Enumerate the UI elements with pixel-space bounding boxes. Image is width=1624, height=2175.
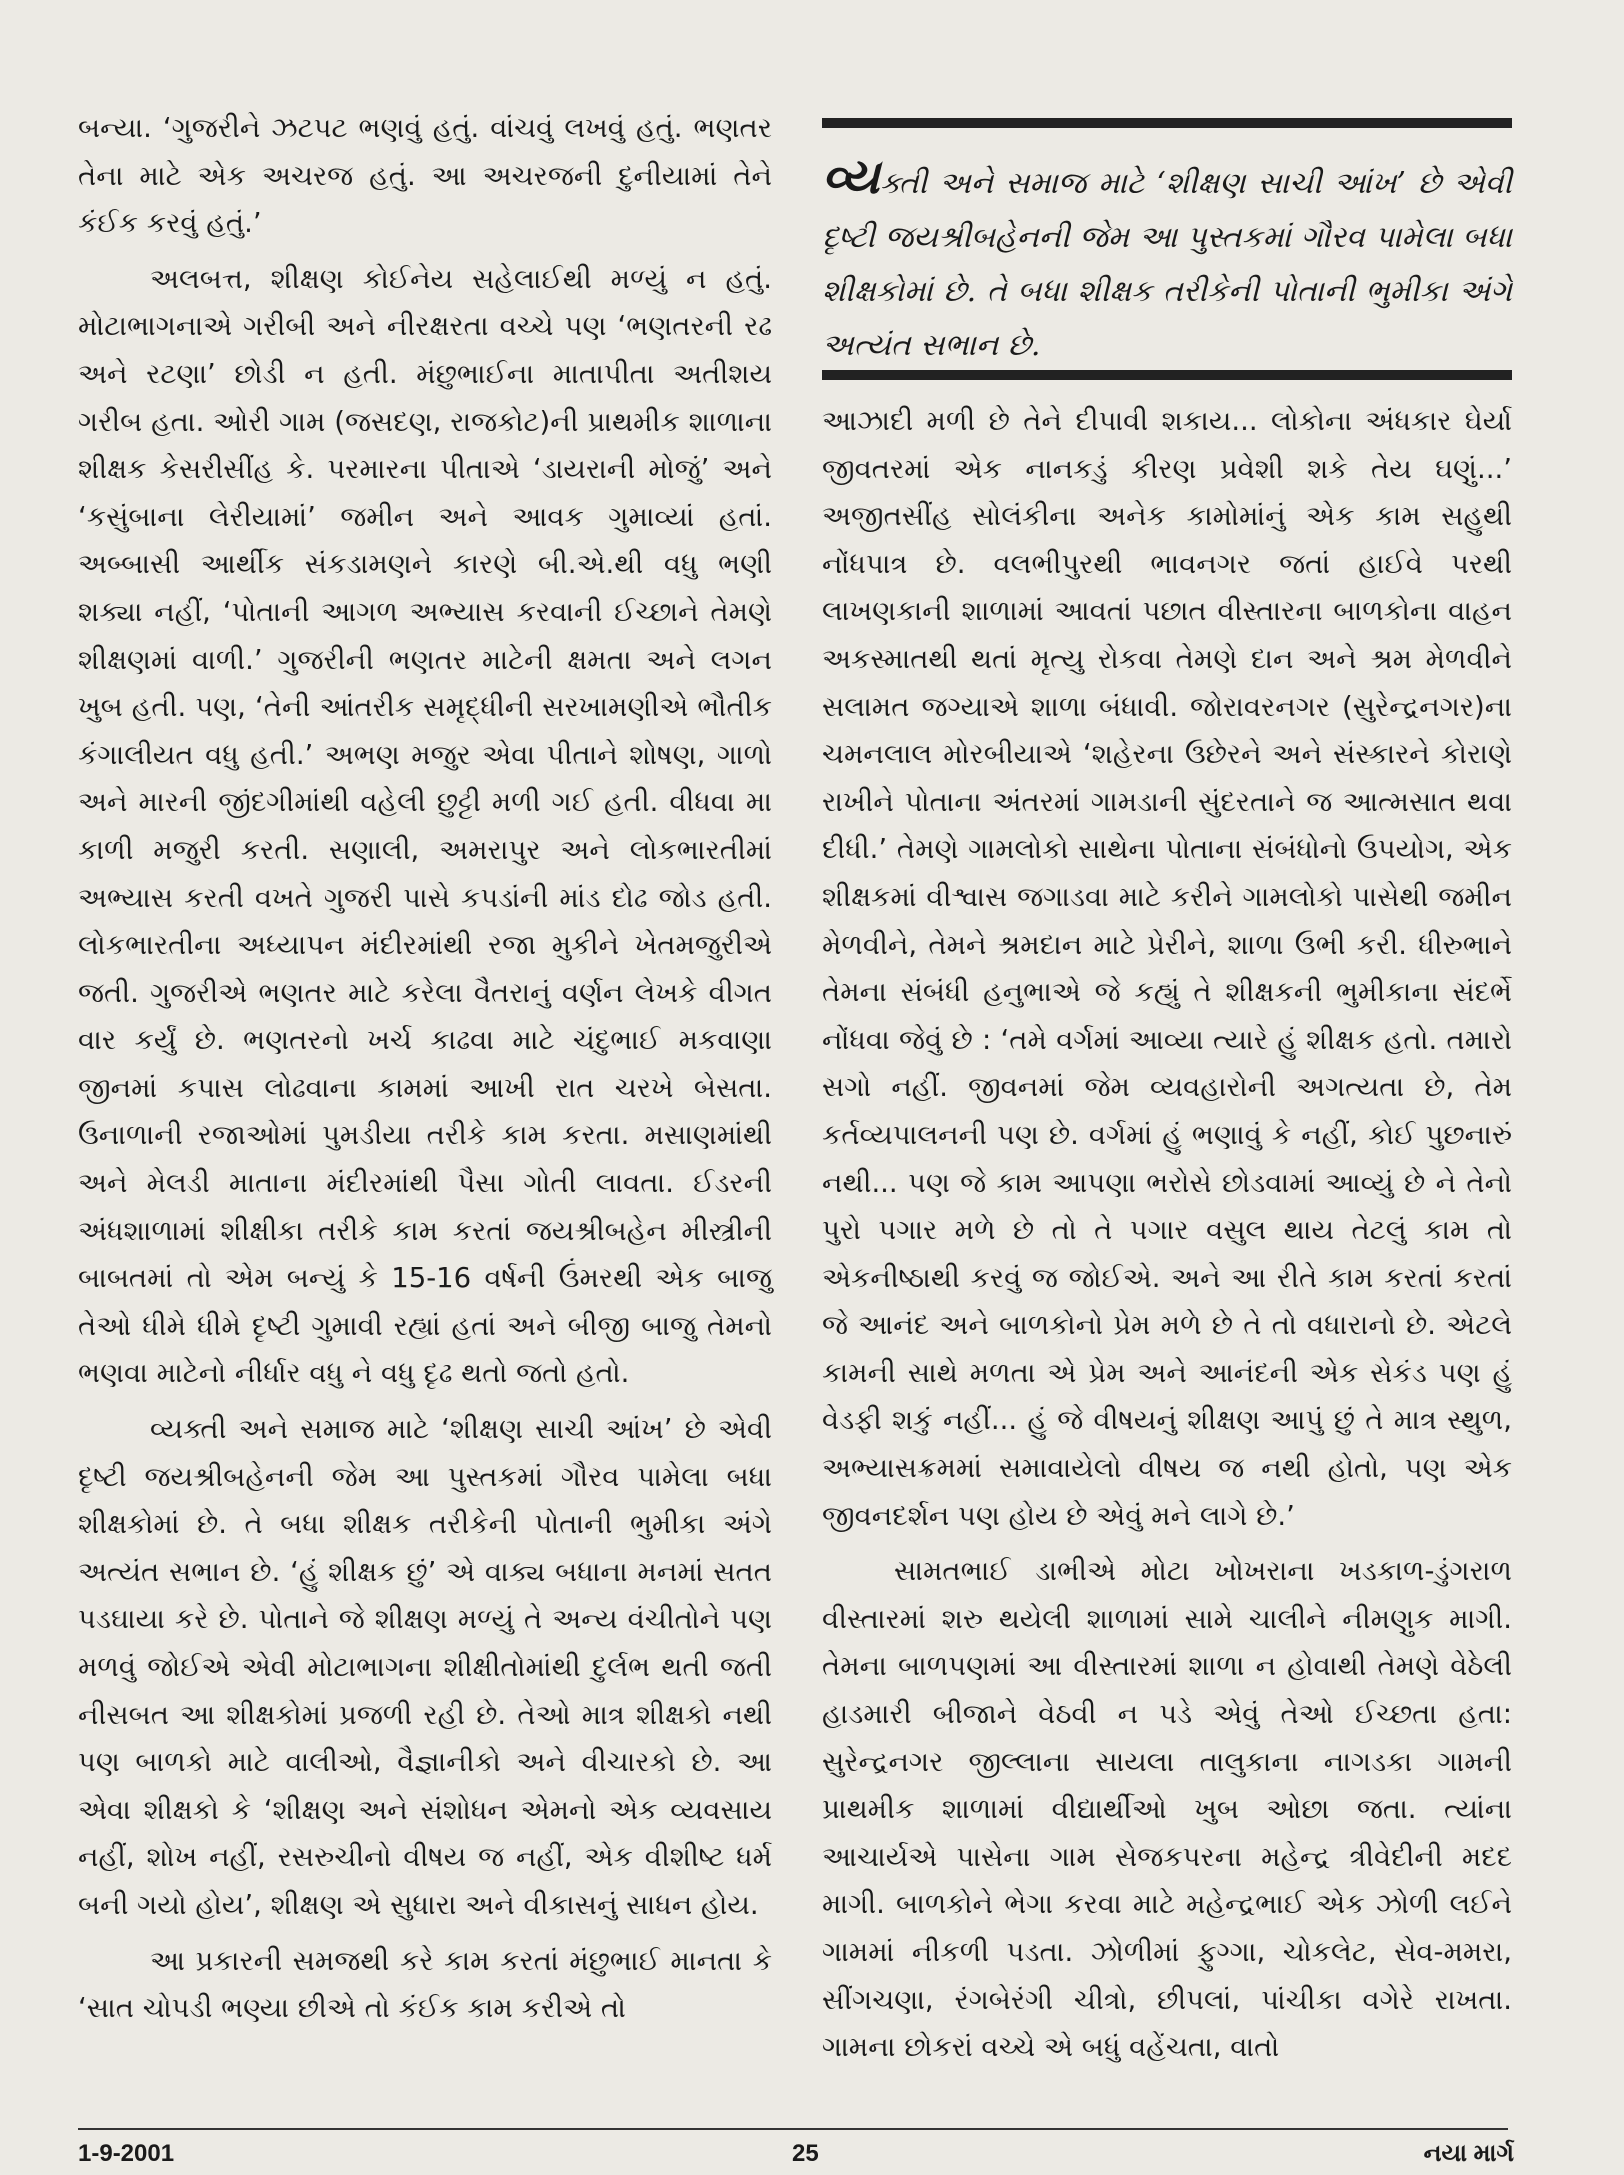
footer-divider bbox=[78, 2128, 1508, 2130]
right-column bbox=[822, 398, 1512, 2072]
left-column bbox=[78, 105, 772, 2033]
pull-quote-bottom-rule bbox=[822, 370, 1512, 380]
pull-quote-text: ક્તી અને સમાજ માટે ‘શીક્ષણ સાચી આંખ’ છે એવી દૃષ્ટી જયશ્રીબહેનની જેમ આ પુસ્તકમાં ગૌરવ પામેલા બધા શીક્ષકોમાં છે. તે બધા શીક્ષક તરીકેની પોતાની ભુમીકા અંગે અત્યંત સભાન છે. bbox=[822, 166, 1512, 363]
magazine-name: નયા માર્ગ bbox=[1423, 2140, 1514, 2167]
pull-quote-dropcap: વ્ય bbox=[822, 149, 880, 205]
pull-quote bbox=[822, 150, 1512, 373]
paragraph: આઝાદી મળી છે તેને દીપાવી શકાય... લોકોના અંધકાર ઘેર્યા જીવતરમાં એક નાનકડું કીરણ પ્રવેશી શકે તેય ઘણું...’ અજીતસીંહ સોલંકીના અનેક કામોમાંનું એક કામ સહુથી નોંધપાત્ર છે. વલભીપુરથી ભાવનગર જતાં હાઈવે પરથી લાખણકાની શાળામાં આવતાં પછાત વીસ્તારના બાળકોના વાહન અકસ્માતથી થતાં મૃત્યુ રોકવા તેમણે દાન અને શ્રમ મેળવીને સલામત જગ્યાએ શાળા બંધાવી. જોરાવરનગર (સુરેન્દ્રનગર)ના ચમનલાલ મોરબીયાએ ‘શહેરના ઉછેરને અને સંસ્કારને કોરાણે રાખીને પોતાના અંતરમાં ગામડાની સુંદરતાને જ આત્મસાત થવા દીધી.’ તેમણે ગામલોકો સાથેના પોતાના સંબંધોનો ઉપયોગ, એક શીક્ષકમાં વીશ્વાસ જગાડવા માટે કરીને ગામલોકો પાસેથી જમીન મેળવીને, તેમને શ્રમદાન માટે પ્રેરીને, શાળા ઉભી કરી. ધીરુભાને તેમના સંબંધી હનુભાએ જે કહ્યું તે શીક્ષકની ભુમીકાના સંદર્ભે નોંધવા જેવું છે : ‘તમે વર્ગમાં આવ્યા ત્યારે હું શીક્ષક હતો. તમારો સગો નહીં. જીવનમાં જેમ વ્યવહારોની અગત્યતા છે, તેમ કર્તવ્યપાલનની પણ છે. વર્ગમાં હું ભણાવું કે નહીં, કોઈ પુછનારું નથી... પણ જે કામ આપણા ભરોસે છોડવામાં આવ્યું છે ને તેનો પુરો પગાર મળે છે તો તે પગાર વસુલ થાય તેટલું કામ તો એકનીષ્ઠાથી કરવું જ જોઈએ. અને આ રીતે કામ કરતાં કરતાં જે આનંદ અને બાળકોનો પ્રેમ મળે છે તે તો વધારાનો છે. એટલે કામની સાથે મળતા એ પ્રેમ અને આનંદની એક સેકંડ પણ હું વેડફી શકું નહીં... હું જે વીષયનું શીક્ષણ આપું છું તે માત્ર સ્થુળ, અભ્યાસક્રમમાં સમાવાયેલો વીષય જ નથી હોતો, પણ એક જીવનદર્શન પણ હોય છે એવું મને લાગે છે.’ bbox=[822, 405, 1512, 1532]
paragraph: આ પ્રકારની સમજથી કરે કામ કરતાં મંછુભાઈ માનતા કે ‘સાત ચોપડી ભણ્યા છીએ તો કંઈક કામ કરીએ તો bbox=[78, 1944, 772, 2025]
paragraph: બન્યા. ‘ગુજરીને ઝટપટ ભણવું હતું. વાંચવું લખવું હતું. ભણતર તેના માટે એક અચરજ હતું. આ અચરજની દુનીયામાં તેને કંઈક કરવું હતું.’ bbox=[78, 112, 772, 240]
footer-date: 1-9-2001 bbox=[78, 2140, 175, 2167]
paragraph: સામતભાઈ ડાભીએ મોટા ખોખરાના ખડકાળ-ડુંગરાળ વીસ્તારમાં શરુ થયેલી શાળામાં સામે ચાલીને નીમણુક માગી. તેમના બાળપણમાં આ વીસ્તારમાં શાળા ન હોવાથી તેમણે વેઠેલી હાડમારી બીજાને વેઠવી ન પડે એવું તેઓ ઈચ્છતા હતા: સુરેન્દ્રનગર જીલ્લાના સાયલા તાલુકાના નાગડકા ગામની પ્રાથમીક શાળામાં વીદ્યાર્થીઓ ખુબ ઓછા જતા. ત્યાંના આચાર્યએ પાસેના ગામ સેજકપરના મહેન્દ્ર ત્રીવેદીની મદદ માગી. બાળકોને ભેગા કરવા માટે મહેન્દ્રભાઈ એક ઝોળી લઈને ગામમાં નીકળી પડતા. ઝોળીમાં ફુગ્ગા, ચોકલેટ, સેવ-મમરા, સીંગચણા, રંગબેરંગી ચીત્રો, છીપલાં, પાંચીકા વગેરે રાખતા. ગામના છોકરાં વચ્ચે એ બધું વહેંચતા, વાતો bbox=[822, 1555, 1512, 2064]
pull-quote-top-rule bbox=[822, 118, 1512, 128]
paragraph: વ્યક્તી અને સમાજ માટે ‘શીક્ષણ સાચી આંખ’ છે એવી દૃષ્ટી જયશ્રીબહેનની જેમ આ પુસ્તકમાં ગૌરવ પામેલા બધા શીક્ષકોમાં છે. તે બધા શીક્ષક તરીકેની પોતાની ભુમીકા અંગે અત્યંત સભાન છે. ‘હું શીક્ષક છું’ એ વાક્ય બધાના મનમાં સતત પડઘાયા કરે છે. પોતાને જે શીક્ષણ મળ્યું તે અન્ય વંચીતોને પણ મળવું જોઈએ એવી મોટાભાગના શીક્ષીતોમાંથી દુર્લભ થતી જતી નીસબત આ શીક્ષકોમાં પ્રજળી રહી છે. તેઓ માત્ર શીક્ષકો નથી પણ બાળકો માટે વાલીઓ, વૈજ્ઞાનીકો અને વીચારકો છે. આ એવા શીક્ષકો કે ‘શીક્ષણ અને સંશોધન એમનો એક વ્યવસાય નહીં, શોખ નહીં, રસરુચીનો વીષય જ નહીં, એક વીશીષ્ટ ધર્મ બની ગયો હોય’, શીક્ષણ એ સુધારા અને વીકાસનું સાધન હોય. bbox=[78, 1413, 772, 1921]
paragraph: અલબત્ત, શીક્ષણ કોઈનેય સહેલાઈથી મળ્યું ન હતું. મોટાભાગનાએ ગરીબી અને નીરક્ષરતા વચ્ચે પણ ‘ભણતરની રઢ અને રટણા’ છોડી ન હતી. મંછુભાઈના માતાપીતા અતીશય ગરીબ હતા. ઓરી ગામ (જસદણ, રાજકોટ)ની પ્રાથમીક શાળાના શીક્ષક કેસરીસીંહ કે. પરમારના પીતાએ ‘ડાયરાની મોજું’ અને ‘કસુંબાના લેરીયામાં’ જમીન અને આવક ગુમાવ્યાં હતાં. અબ્બાસી આર્થીક સંકડામણને કારણે બી.એ.થી વધુ ભણી શક્યા નહીં, ‘પોતાની આગળ અભ્યાસ કરવાની ઈચ્છાને તેમણે શીક્ષણમાં વાળી.’ ગુજરીની ભણતર માટેની ક્ષમતા અને લગન ખુબ હતી. પણ, ‘તેની આંતરીક સમૃદ્ધીની સરખામણીએ ભૌતીક કંગાલીયત વધુ હતી.’ અભણ મજુર એવા પીતાને શોષણ, ગાળો અને મારની જીંદગીમાંથી વહેલી છુટ્ટી મળી ગઈ હતી. વીધવા મા કાળી મજુરી કરતી. સણાલી, અમરાપુર અને લોકભારતીમાં અભ્યાસ કરતી વખતે ગુજરી પાસે કપડાંની માંડ દોઢ જોડ હતી. લોકભારતીના અધ્યાપન મંદીરમાંથી રજા મુકીને ખેતમજુરીએ જતી. ગુજરીએ ભણતર માટે કરેલા વૈતરાનું વર્ણન લેખકે વીગત વાર કર્યું છે. ભણતરનો ખર્ચ કાઢવા માટે ચંદુભાઈ મકવાણા જીનમાં કપાસ લોઢવાના કામમાં આખી રાત ચરખે બેસતા. ઉનાળાની રજાઓમાં પુમડીયા તરીકે કામ કરતા. મસાણમાંથી અને મેલડી માતાના મંદીરમાંથી પૈસા ગોતી લાવતા. ઈડરની અંધશાળામાં શીક્ષીકા તરીકે કામ કરતાં જયશ્રીબહેન મીસ્ત્રીની બાબતમાં તો એમ બન્યું કે 15-16 વર્ષની ઉંમરથી એક બાજુ તેઓ ધીમે ધીમે દૃષ્ટી ગુમાવી રહ્યાં હતાં અને બીજી બાજુ તેમનો ભણવા માટેનો નીર્ધાર વધુ ને વધુ દૃઢ થતો જતો હતો. bbox=[78, 262, 772, 1390]
page-number: 25 bbox=[792, 2140, 819, 2167]
